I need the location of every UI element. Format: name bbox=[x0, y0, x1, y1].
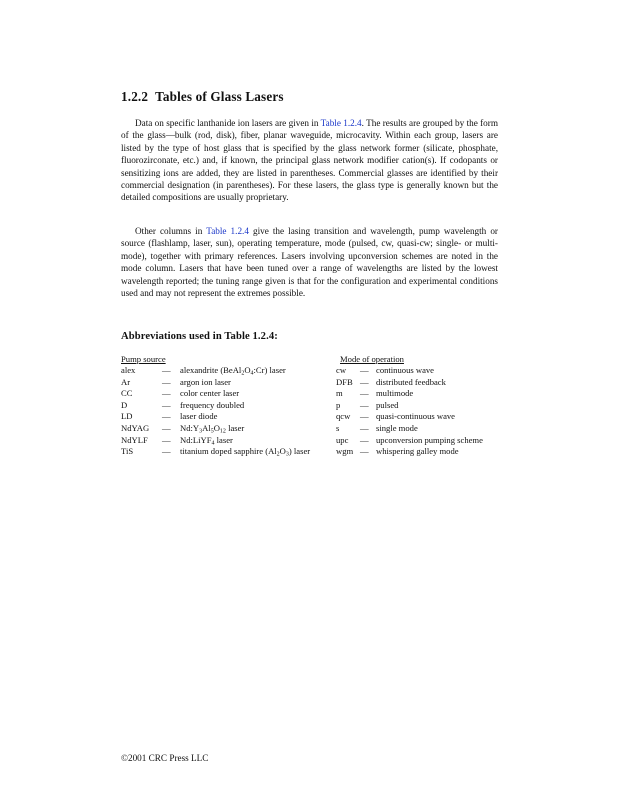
para1-text-start: Data on specific lanthanide ion lasers are given in bbox=[135, 118, 321, 128]
abbr-term: LD bbox=[121, 411, 133, 422]
abbr-term: D bbox=[121, 399, 128, 410]
abbr-definition: quasi-continuous wave bbox=[376, 411, 455, 422]
abbr-definition: $Nd:Y_3Al_5O_{12}$ laser bbox=[180, 422, 245, 435]
para2-text-start: Other columns in bbox=[135, 226, 207, 236]
abbr-row-ndyag bbox=[121, 423, 336, 435]
abbr-definition: distributed feedback bbox=[376, 376, 446, 387]
section-title bbox=[121, 89, 284, 105]
abbr-dash: — bbox=[162, 388, 171, 399]
abbr-dash: — bbox=[162, 434, 171, 445]
abbreviations-heading: Abbreviations used in Table 1.2.4: bbox=[121, 331, 278, 342]
abbr-definition: color center laser bbox=[180, 388, 240, 399]
abbr-dash: — bbox=[360, 376, 369, 387]
abbr-row-tis bbox=[121, 446, 336, 458]
abbr-row-m bbox=[336, 388, 506, 400]
abbr-row-qcw bbox=[336, 411, 506, 423]
abbr-row-wgm bbox=[336, 446, 506, 458]
abbr-definition: alexandrite $(BeAl_2O_4:Cr)$ laser bbox=[180, 365, 286, 377]
abbr-dash: — bbox=[162, 422, 171, 433]
abbr-dash: — bbox=[360, 399, 369, 410]
abbr-term: Ar bbox=[121, 376, 131, 387]
abbr-dash: — bbox=[360, 422, 369, 433]
abbr-term: s bbox=[336, 422, 340, 433]
abbr-definition: titanium doped sapphire $(Al_2O_3)$ laser bbox=[180, 446, 311, 458]
pump-source-list bbox=[121, 354, 336, 458]
abbr-definition: pulsed bbox=[376, 399, 399, 410]
abbr-definition: frequency doubled bbox=[180, 399, 245, 410]
abbr-row-upc bbox=[336, 435, 506, 447]
mode-of-operation-list bbox=[336, 354, 506, 458]
section-number: 1.2.2 bbox=[121, 89, 149, 104]
intro-paragraph bbox=[121, 117, 498, 204]
section-title-text: Tables of Glass Lasers bbox=[155, 89, 284, 104]
abbr-row-ld bbox=[121, 411, 336, 423]
abbr-dash: — bbox=[360, 365, 369, 375]
abbr-dash: — bbox=[360, 388, 369, 399]
para1-text-end: . The results are grouped by the form of the glass—bulk (rod, disk), fiber, planar waveguide, microcavity. Within each group, lasers are listed by the type of host glass that is specified by the glass network former (silicate, phosphate, fluorozirconate, etc.) and, if known, the principal glass network modifier cation(s). If codopants or sensitizing ions are added, they are listed in parentheses. Commercial glasses are identified by their commercial designation (in parentheses). For these lasers, the glass type is generally known but the detailed compositions are usually proprietary. bbox=[121, 118, 498, 203]
abbr-definition: single mode bbox=[376, 422, 418, 433]
abbr-row-ndylf bbox=[121, 435, 336, 447]
abbr-row-d bbox=[121, 400, 336, 412]
abbr-definition: multimode bbox=[376, 388, 414, 399]
abbr-term: alex bbox=[121, 365, 136, 375]
abbr-row-cc bbox=[121, 388, 336, 400]
abbr-row-p bbox=[336, 400, 506, 412]
mode-of-operation-header: Mode of operation bbox=[340, 354, 404, 364]
abbr-definition: argon ion laser bbox=[180, 376, 231, 387]
abbr-dash: — bbox=[162, 376, 171, 387]
abbr-term: m bbox=[336, 388, 343, 399]
abbr-term: NdYLF bbox=[121, 434, 148, 445]
abbr-row-s bbox=[336, 423, 506, 435]
columns-paragraph bbox=[121, 225, 498, 299]
pump-source-header: Pump source bbox=[121, 354, 166, 364]
abbr-row-dfb bbox=[336, 377, 506, 389]
abbr-definition: whispering galley mode bbox=[376, 446, 459, 457]
para2-text-end: give the lasing transition and wavelength, pump wavelength or source (flashlamp, laser, sun), operating temperature, mode (pulsed, cw, quasi-cw; single- or multi-mode), together with primary references. Lasers involving upconversion schemes are noted in the mode column. Lasers that have been tuned over a range of wavelengths are listed by the lowest wavelength reported; the tuning range given is that for the configuration and experimental conditions used and may not represent the extremes possible. bbox=[121, 226, 498, 299]
copyright-footer: ©2001 CRC Press LLC bbox=[121, 753, 209, 763]
abbr-row-ar bbox=[121, 377, 336, 389]
abbr-row-cw bbox=[336, 365, 506, 377]
table-1-2-4-link[interactable]: Table 1.2.4 bbox=[206, 226, 249, 236]
abbr-term: p bbox=[336, 399, 341, 410]
abbr-dash: — bbox=[360, 434, 369, 445]
abbr-definition: Nd:LiYF$_4$ laser bbox=[180, 434, 233, 447]
abbr-term: cw bbox=[336, 365, 347, 375]
abbr-term: TiS bbox=[121, 446, 134, 457]
abbr-definition: continuous wave bbox=[376, 365, 434, 375]
abbr-row-alex bbox=[121, 365, 336, 377]
table-1-2-4-link[interactable]: Table 1.2.4 bbox=[320, 118, 362, 128]
abbr-definition: upconversion pumping scheme bbox=[376, 434, 483, 445]
abbr-term: DFB bbox=[336, 376, 353, 387]
abbr-term: NdYAG bbox=[121, 422, 150, 433]
abbr-dash: — bbox=[162, 399, 171, 410]
abbr-term: qcw bbox=[336, 411, 351, 422]
abbr-dash: — bbox=[162, 411, 171, 422]
abbr-dash: — bbox=[360, 446, 369, 457]
abbr-term: upc bbox=[336, 434, 349, 445]
abbr-dash: — bbox=[162, 365, 171, 375]
abbr-term: wgm bbox=[336, 446, 354, 457]
abbr-definition: laser diode bbox=[180, 411, 218, 422]
abbr-term: CC bbox=[121, 388, 133, 399]
abbr-dash: — bbox=[360, 411, 369, 422]
abbr-dash: — bbox=[162, 446, 171, 457]
